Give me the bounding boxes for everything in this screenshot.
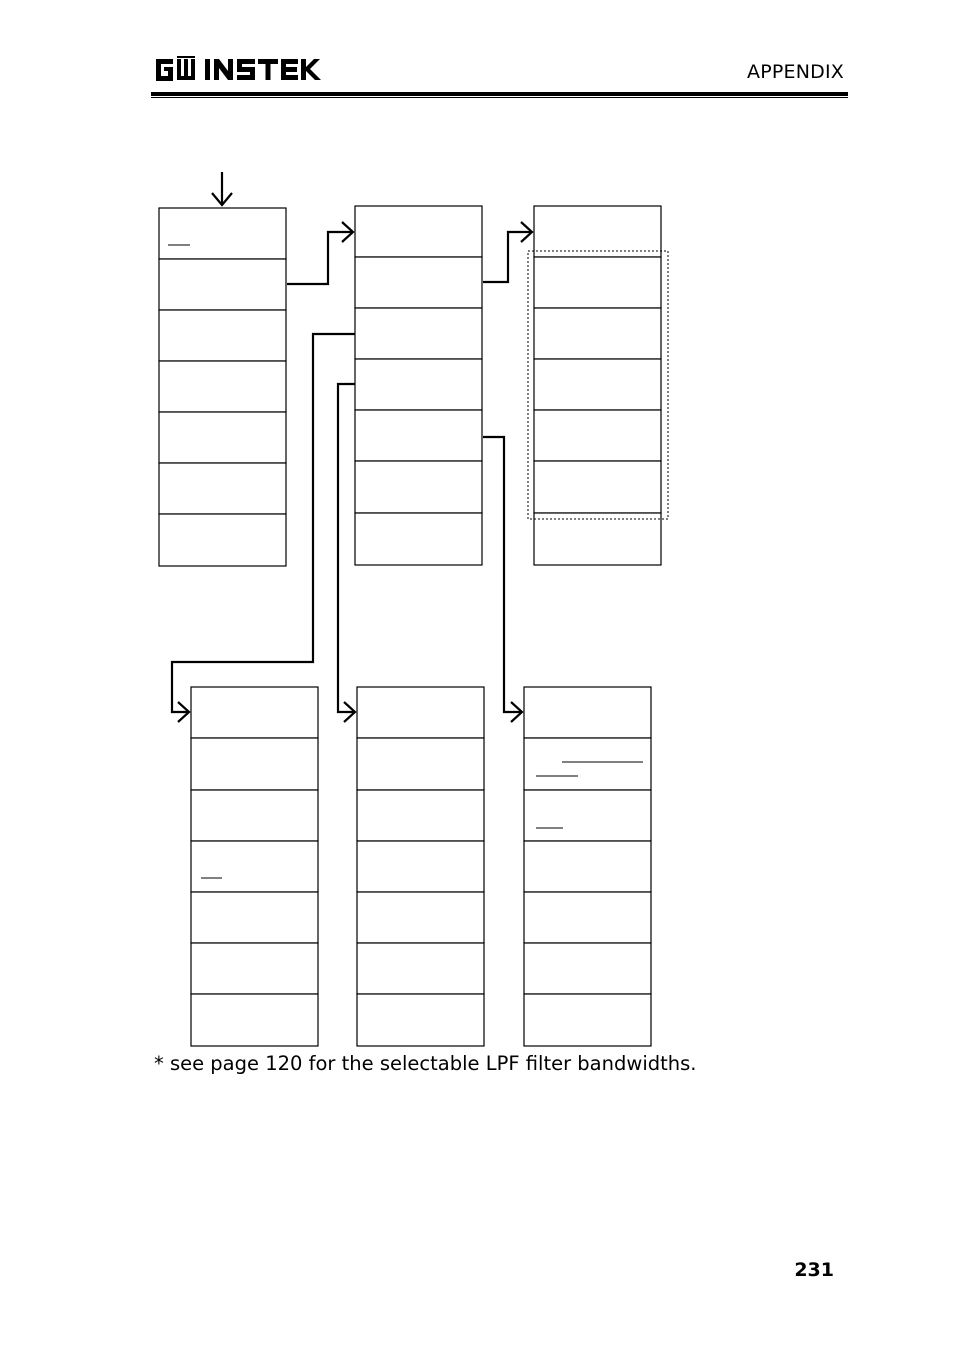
menu-cell	[191, 892, 318, 943]
menu-cell	[534, 257, 661, 308]
menu-cell	[159, 208, 286, 259]
menu-column-bottom-1	[191, 687, 318, 1046]
connector-col2-to-bottom2	[338, 384, 355, 722]
menu-cell	[159, 310, 286, 361]
menu-column-top-2	[355, 206, 482, 565]
menu-cell	[524, 892, 651, 943]
entry-arrow	[212, 172, 232, 205]
menu-cell	[524, 943, 651, 994]
menu-cell	[357, 892, 484, 943]
menu-cell	[355, 308, 482, 359]
menu-cell	[524, 687, 651, 738]
connector-col2-to-bottom3	[483, 437, 522, 722]
menu-cell	[159, 514, 286, 566]
section-title: APPENDIX	[747, 61, 844, 83]
menu-cell	[524, 790, 651, 841]
menu-cell	[524, 738, 651, 790]
menu-cell	[534, 513, 661, 565]
menu-cell	[355, 461, 482, 513]
menu-cell	[534, 359, 661, 410]
menu-cell	[191, 738, 318, 790]
menu-cell	[355, 206, 482, 257]
menu-cell	[191, 790, 318, 841]
menu-cell	[524, 994, 651, 1046]
menu-column-bottom-2	[357, 687, 484, 1046]
menu-cell	[357, 790, 484, 841]
menu-cell	[357, 943, 484, 994]
menu-cell	[159, 361, 286, 412]
menu-column-top-1	[159, 208, 286, 566]
menu-column-bottom-3	[524, 687, 651, 1046]
menu-cell	[159, 259, 286, 310]
menu-cell	[355, 359, 482, 410]
menu-cell	[357, 841, 484, 892]
footnote: * see page 120 for the selectable LPF filter bandwidths.	[154, 1052, 697, 1075]
menu-cell	[355, 410, 482, 461]
menu-cell	[357, 994, 484, 1046]
menu-cell	[357, 738, 484, 790]
menu-cell	[534, 410, 661, 461]
menu-cell	[355, 513, 482, 565]
menu-cell	[191, 687, 318, 738]
menu-cell	[534, 206, 661, 257]
menu-cell	[355, 257, 482, 308]
menu-column-top-3	[528, 206, 668, 565]
menu-cell	[191, 994, 318, 1046]
connector-col2-to-col3	[483, 222, 532, 282]
menu-cell	[524, 841, 651, 892]
page-number: 231	[794, 1259, 834, 1281]
menu-cell	[159, 463, 286, 514]
menu-cell	[357, 687, 484, 738]
menu-cell	[191, 841, 318, 892]
menu-cell	[191, 943, 318, 994]
menu-cell	[534, 461, 661, 513]
menu-cell	[159, 412, 286, 463]
connector-col1-to-col2	[287, 222, 353, 284]
menu-cell	[534, 308, 661, 359]
